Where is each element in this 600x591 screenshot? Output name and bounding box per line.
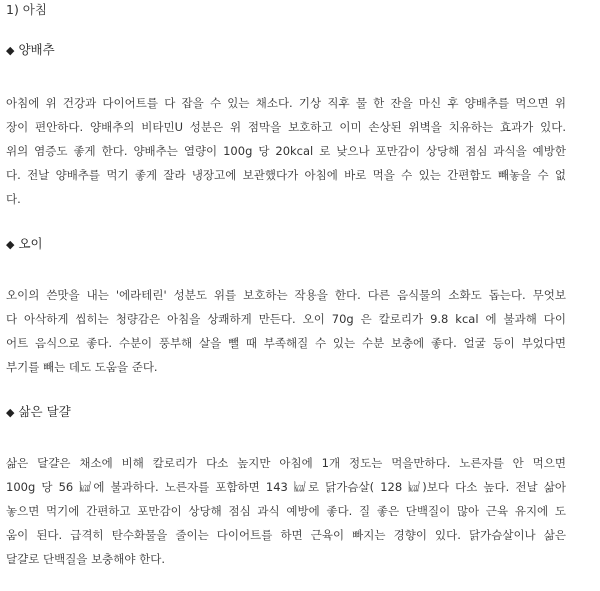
paragraph-cabbage xyxy=(6,91,566,211)
paragraph-line: 장이 편안하다. 양배추의 비타민U 성분은 위 점막을 보호하고 이미 손상된 위벽을 치유하는 효과가 있다. xyxy=(6,120,566,134)
paragraph-line: 다 아삭하게 씹히는 청량감은 아침을 상쾌하게 만든다. 오이 70g 은 칼로리가 9.8 kcal 에 불과해 다이 xyxy=(6,312,566,326)
paragraph-line: 위의 염증도 좋게 한다. 양배추는 열량이 100g 당 20kcal 로 낮으나 포만감이 상당해 점심 과식을 예방한 xyxy=(6,144,566,158)
diamond-bullet-icon: ◆ xyxy=(6,406,15,419)
section-title: 1) 아침 xyxy=(6,2,47,17)
heading-boiled-egg-label: 삶은 달걀 xyxy=(18,404,71,419)
paragraph-boiled-egg xyxy=(6,451,566,571)
paragraph-cucumber xyxy=(6,283,566,379)
paragraph-line: 다. 전날 양배추를 먹기 좋게 잘라 냉장고에 보관했다가 아침에 바로 먹을 수 있는 간편함도 빼놓을 수 없 xyxy=(6,168,566,182)
paragraph-line: 아침에 위 건강과 다이어트를 다 잡을 수 있는 채소다. 기상 직후 물 한 잔을 마신 후 양배추를 먹으면 위 xyxy=(6,96,566,110)
heading-cucumber-label: 오이 xyxy=(18,236,43,251)
paragraph-line: 달걀로 단백질을 보충해야 한다. xyxy=(6,552,166,566)
paragraph-line: 오이의 쓴맛을 내는 '에라테린' 성분도 위를 보호하는 작용을 한다. 다른 음식물의 소화도 돕는다. 무엇보 xyxy=(6,288,566,302)
paragraph-line: 움이 된다. 급격히 탄수화물을 줄이는 다이어트를 하면 근육이 빠지는 경향이 있다. 닭가슴살이나 삶은 xyxy=(6,528,566,542)
diamond-bullet-icon: ◆ xyxy=(6,44,15,57)
heading-cabbage-label: 양배추 xyxy=(18,42,55,57)
paragraph-line: 어트 음식으로 좋다. 수분이 풍부해 살을 뺄 때 부족해질 수 있는 수분 보충에 좋다. 얼굴 등이 부었다면 xyxy=(6,336,566,350)
paragraph-line: 삶은 달걀은 채소에 비해 칼로리가 다소 높지만 아침에 1개 정도는 먹을만하다. 노른자를 안 먹으면 xyxy=(6,456,566,470)
paragraph-line: 부기를 빼는 데도 도움을 준다. xyxy=(6,360,158,374)
heading-cucumber xyxy=(6,234,43,254)
heading-cabbage xyxy=(6,40,55,60)
paragraph-line: 놓으면 먹기에 간편하고 포만감이 상당해 점심 과식 예방에 좋다. 질 좋은 단백질이 많아 근육 유지에 도 xyxy=(6,504,566,518)
diamond-bullet-icon: ◆ xyxy=(6,238,15,251)
paragraph-line: 100g 당 56 ㎉에 불과하다. 노른자를 포함하면 143 ㎉로 닭가슴살( 128 ㎉)보다 다소 높다. 전날 삶아 xyxy=(6,480,566,494)
paragraph-line: 다. xyxy=(6,192,21,206)
heading-boiled-egg xyxy=(6,402,71,422)
